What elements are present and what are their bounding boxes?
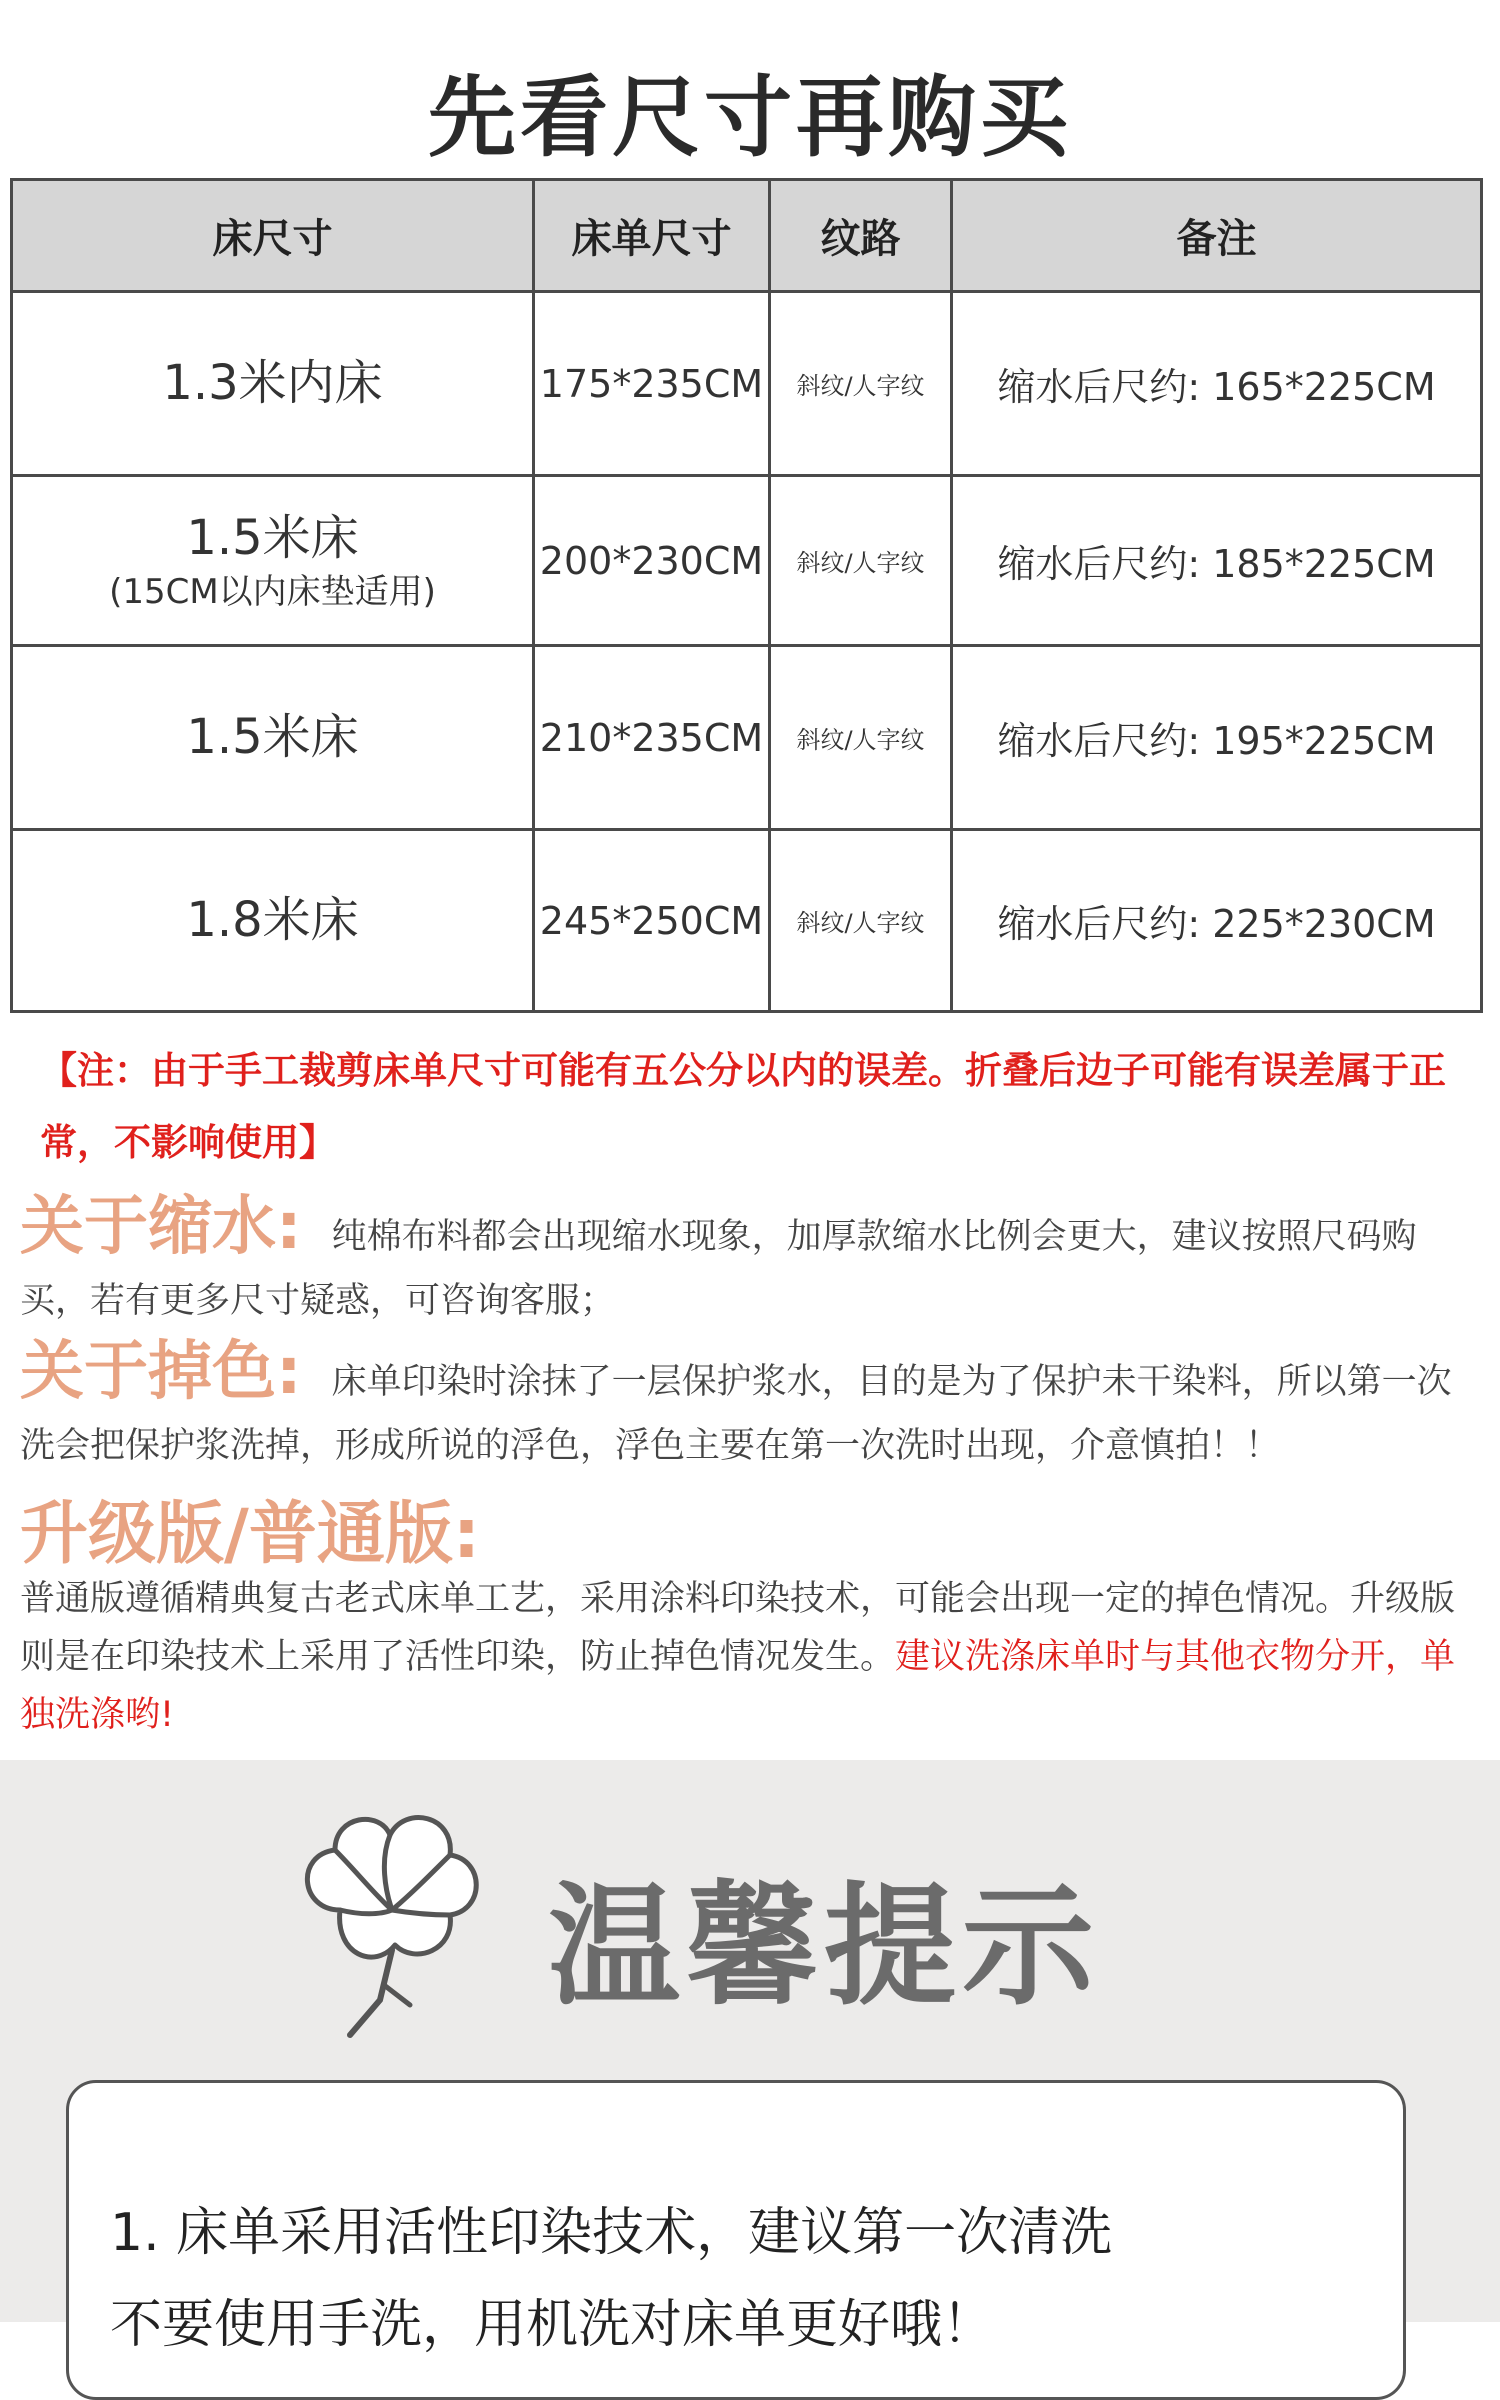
page-title: 先看尺寸再购买 [427,65,1072,169]
warm-tips-section [0,1760,1500,2355]
pattern-cell: 斜纹/人字纹 [770,476,952,646]
cotton-icon [280,1800,500,2040]
version-header: 升级版/普通版: [20,1495,481,1574]
sheet-size-cell: 175*235CM [534,292,770,476]
bed-size-label: 1.5米床 [186,510,359,567]
pattern-cell: 斜纹/人字纹 [770,646,952,830]
fade-header: 关于掉色: [20,1335,302,1409]
sheet-size-cell: 210*235CM [534,646,770,830]
header-note: 备注 [952,180,1482,292]
table-row [12,476,1482,646]
sheet-size-cell: 200*230CM [534,476,770,646]
bed-size-label: 1.5米床 [186,709,359,766]
bed-size-label: 1.8米床 [186,892,359,949]
version-info [20,1570,1480,1744]
bed-size-cell [12,830,534,1012]
pattern-cell: 斜纹/人字纹 [770,292,952,476]
bed-size-cell [12,476,534,646]
header-pattern: 纹路 [770,180,952,292]
size-table [10,178,1483,1013]
warm-tips-title: 温馨提示 [548,1869,1100,2024]
bed-size-cell [12,292,534,476]
shrink-info [20,1190,1480,1333]
shrink-text: 纯棉布料都会出现缩水现象，加厚款缩水比例会更大，建议按照尺码购买，若有更多尺寸疑惑，可咨询客服； [20,1217,1417,1321]
note-cell: 缩水后尺约: 195*225CM [952,646,1482,830]
header-bed-size: 床尺寸 [12,180,534,292]
header-sheet-size: 床单尺寸 [534,180,770,292]
table-row [12,292,1482,476]
sheet-size-cell: 245*250CM [534,830,770,1012]
version-text: 普通版遵循精典复古老式床单工艺，采用涂料印染技术，可能会出现一定的掉色情况。升级版则是在印染技术上采用了活性印染，防止掉色情况发生。 [20,1579,1456,1677]
note-cell: 缩水后尺约: 185*225CM [952,476,1482,646]
shrink-header: 关于缩水: [20,1190,302,1264]
note-cell: 缩水后尺约: 225*230CM [952,830,1482,1012]
fade-text: 床单印染时涂抹了一层保护浆水，目的是为了保护未干染料，所以第一次洗会把保护浆洗掉，形成所说的浮色，浮色主要在第一次洗时出现，介意慎拍！！ [20,1362,1452,1466]
table-header-row [12,180,1482,292]
fade-info [20,1335,1480,1478]
note-cell: 缩水后尺约: 165*225CM [952,292,1482,476]
bed-size-sublabel: (15CM以内床垫适用) [109,571,436,612]
bed-size-cell [12,646,534,830]
version-wash-warning: 建议洗涤床单时与其他衣物分开，单独洗涤哟! [20,1637,1456,1735]
pattern-cell: 斜纹/人字纹 [770,830,952,1012]
table-row [12,830,1482,1012]
tip-line-2: 不要使用手洗，用机洗对床单更好哦！ [110,2295,995,2355]
table-row [12,646,1482,830]
tip-line-1: 1. 床单采用活性印染技术，建议第一次清洗 [110,2203,1113,2263]
bed-size-label: 1.3米内床 [162,355,383,412]
cutting-error-note: 【注：由于手工裁剪床单尺寸可能有五公分以内的误差。折叠后边子可能有误差属于正常，不影响使用】 [40,1049,1446,1164]
